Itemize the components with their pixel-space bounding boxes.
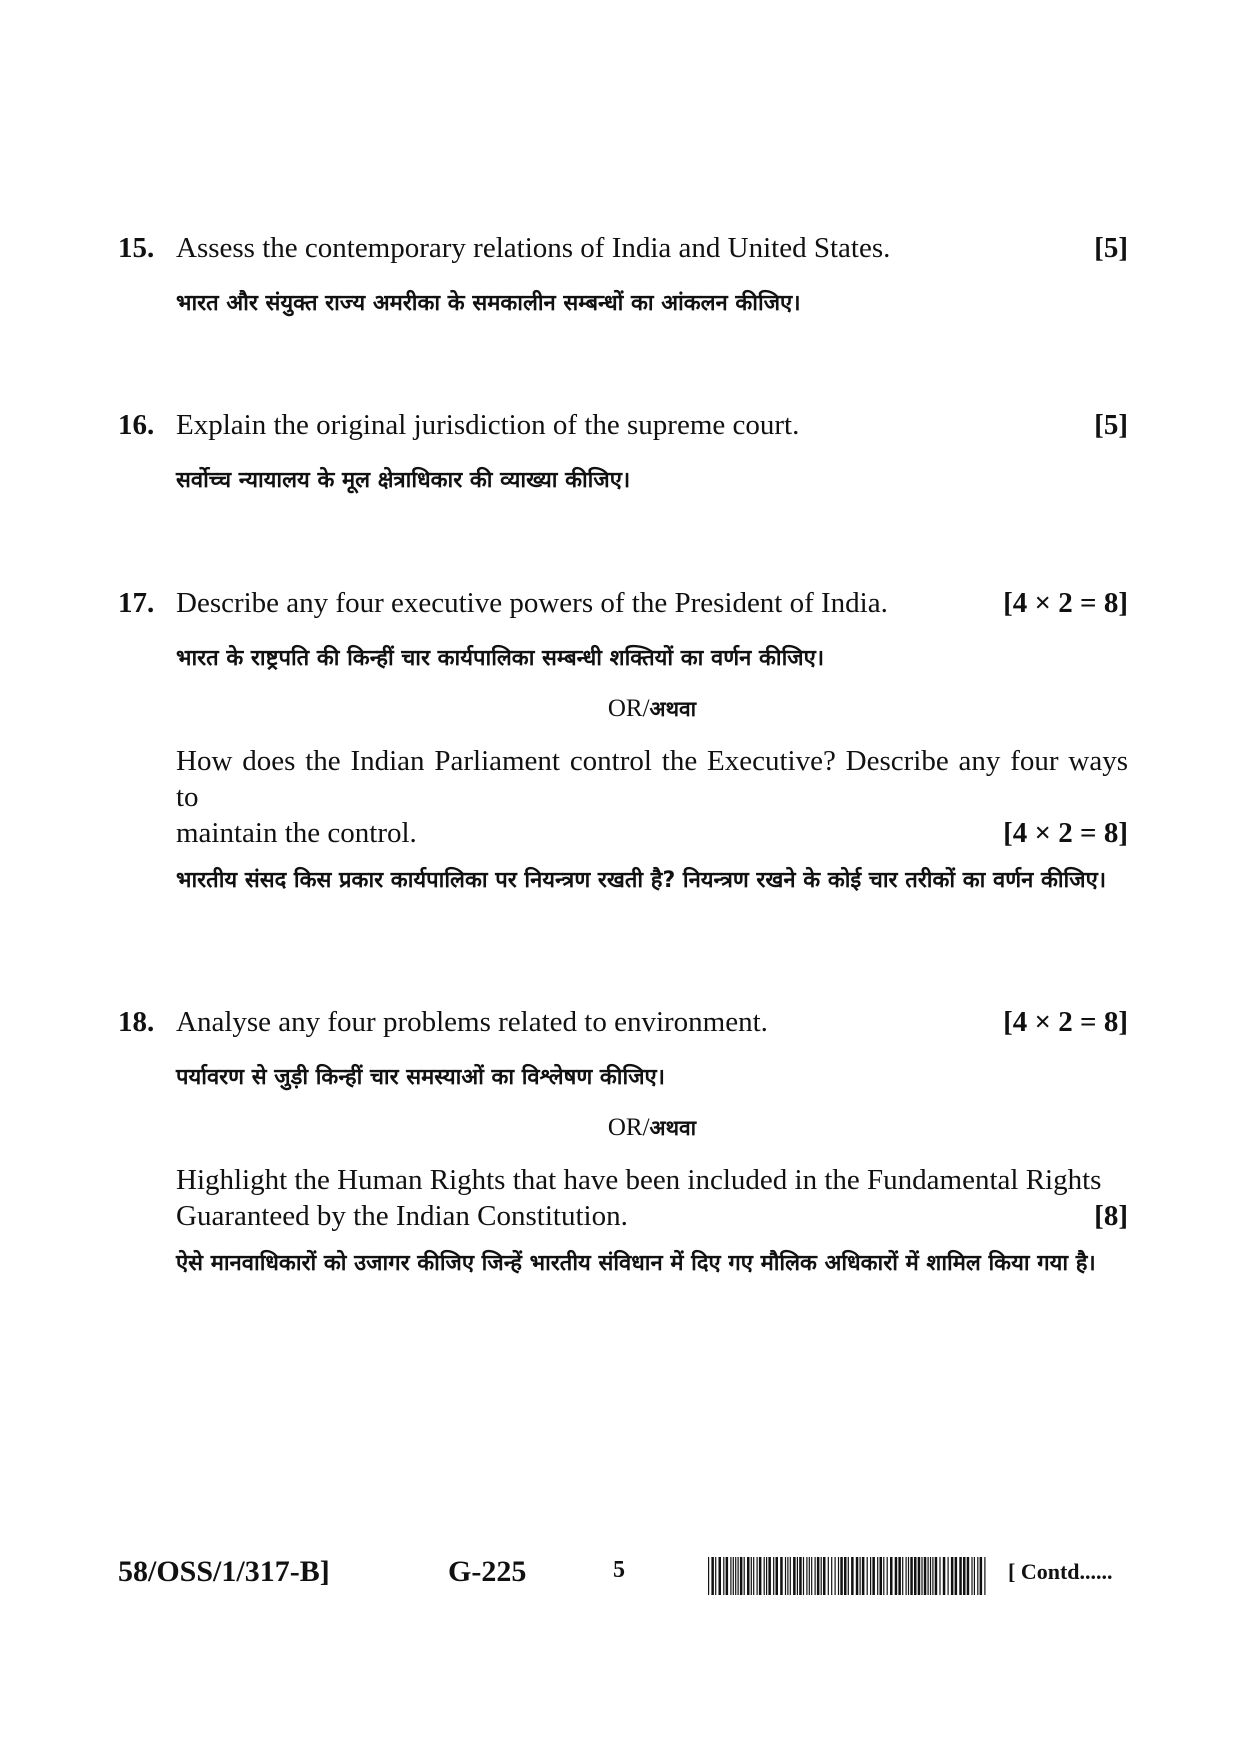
g-code: G-225 bbox=[448, 1555, 527, 1588]
question-hindi-text: पर्यावरण से जुड़ी किन्हीं चार समस्याओं का विश्लेषण कीजिए। bbox=[176, 1065, 666, 1090]
question-text: Describe any four executive powers of the President of India. bbox=[176, 587, 888, 619]
question-text: Assess the contemporary relations of India and United States. bbox=[176, 232, 891, 264]
question-17 bbox=[118, 585, 1128, 901]
or-hindi: अथवा bbox=[649, 697, 697, 721]
alternative-question-marks: [4 × 2 = 8] bbox=[1003, 817, 1128, 849]
question-hindi-text: भारत और संयुक्त राज्य अमरीका के समकालीन सम्बन्धों का आंकलन कीजिए। bbox=[176, 291, 801, 316]
question-18 bbox=[118, 1004, 1128, 1284]
question-15 bbox=[118, 230, 1128, 324]
alternative-question bbox=[176, 743, 1128, 851]
or-hindi: अथवा bbox=[649, 1116, 697, 1140]
or-english: OR/ bbox=[607, 1114, 650, 1141]
page-number: 5 bbox=[613, 1557, 625, 1583]
or-english: OR/ bbox=[607, 695, 650, 722]
alternative-question-marks: [8] bbox=[1094, 1200, 1128, 1232]
question-marks: [4 × 2 = 8] bbox=[1003, 1006, 1128, 1038]
question-hindi-text: भारत के राष्ट्रपति की किन्हीं चार कार्यपालिका सम्बन्धी शक्तियों का वर्णन कीजिए। bbox=[176, 646, 825, 671]
question-number: 16. bbox=[118, 409, 155, 441]
question-number: 15. bbox=[118, 232, 155, 264]
question-number: 18. bbox=[118, 1006, 155, 1038]
alternative-question-hindi-text: ऐसे मानवाधिकारों को उजागर कीजिए जिन्हें भारतीय संविधान में दिए गए मौलिक अधिकारों में शामिल किया गया है। bbox=[176, 1251, 1096, 1276]
question-hindi-text: सर्वोच्च न्यायालय के मूल क्षेत्राधिकार की व्याख्या कीजिए। bbox=[176, 468, 631, 493]
paper-code: 58/OSS/1/317-B] bbox=[118, 1555, 330, 1588]
question-marks: [5] bbox=[1094, 409, 1128, 441]
question-text: Analyse any four problems related to environment. bbox=[176, 1006, 768, 1038]
question-marks: [5] bbox=[1094, 232, 1128, 264]
or-separator bbox=[176, 695, 1128, 723]
page-footer bbox=[118, 1555, 1128, 1599]
question-16 bbox=[118, 407, 1128, 501]
or-separator bbox=[176, 1114, 1128, 1142]
alternative-question-line: maintain the control. bbox=[176, 817, 417, 849]
alternative-question-line: Guaranteed by the Indian Constitution. bbox=[176, 1200, 628, 1232]
question-text: Explain the original jurisdiction of the supreme court. bbox=[176, 409, 800, 441]
alternative-question-line: Highlight the Human Rights that have been included in the Fundamental Rights bbox=[176, 1164, 1102, 1196]
alternative-question-hindi-text: भारतीय संसद किस प्रकार कार्यपालिका पर नियन्त्रण रखती है? नियन्त्रण रखने के कोई चार तरीकों का वर्णन कीजिए। bbox=[176, 868, 1107, 893]
continued-label: [ Contd...... bbox=[1008, 1559, 1113, 1584]
alternative-question bbox=[176, 1162, 1128, 1234]
question-number: 17. bbox=[118, 587, 155, 619]
barcode-icon bbox=[708, 1557, 988, 1595]
question-marks: [4 × 2 = 8] bbox=[1003, 587, 1128, 619]
alternative-question-line: How does the Indian Parliament control the Executive? Describe any four ways to bbox=[176, 745, 1128, 813]
